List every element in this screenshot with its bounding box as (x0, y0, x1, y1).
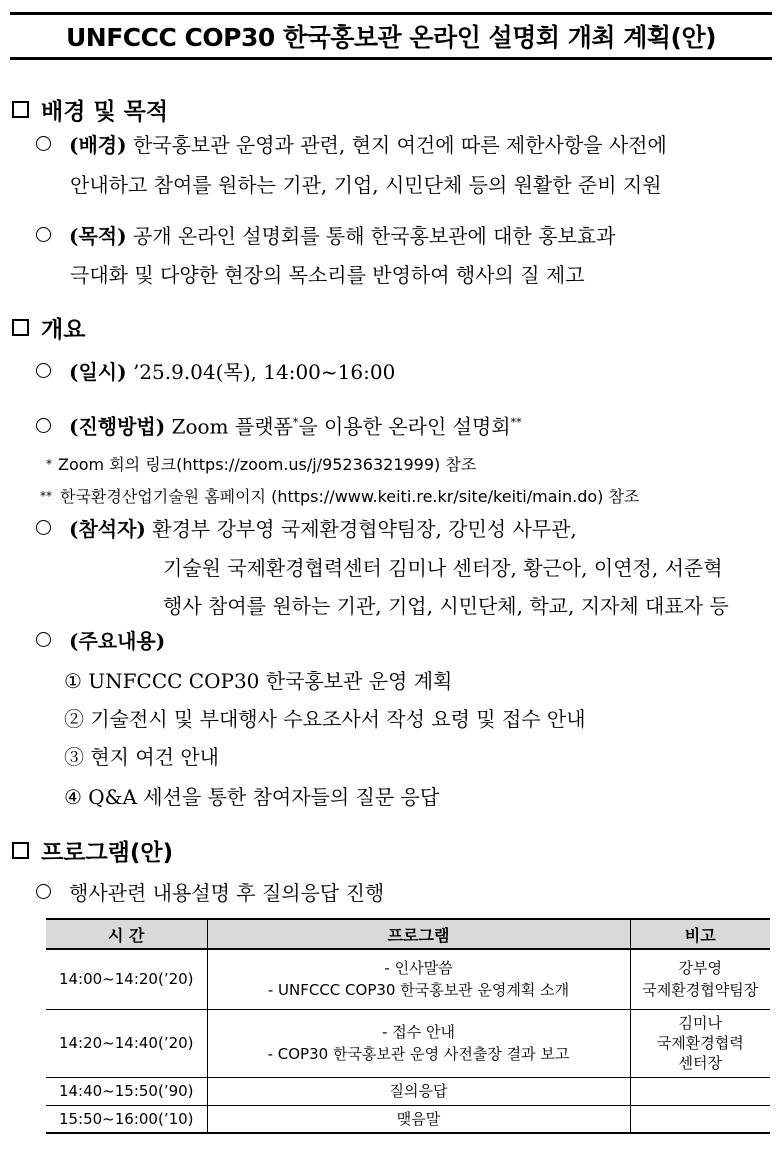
item-text: 을 이용한 온라인 설명회 (298, 414, 511, 439)
program-cell: 질의응답 (207, 1077, 630, 1105)
footnote-text: 한국환경산업기술원 홈페이지 (https://www.keiti.re.kr/site/keiti/main.do) 참조 (60, 487, 640, 506)
footnote-text: Zoom 회의 링크(https://zoom.us/j/95236321999) 참조 (58, 455, 477, 474)
table-row (46, 1009, 770, 1077)
footnote-mark: * (46, 457, 52, 471)
method-line (36, 410, 522, 440)
attendees-line-2: 기술원 국제환경협력센터 김미나 센터장, 황근아, 이연정, 서준혁 (163, 556, 723, 580)
footnote-mark: ** (40, 489, 52, 503)
program-line: - COP30 한국홍보관 운영 사전출장 결과 보고 (267, 1045, 570, 1063)
purpose-line-1 (36, 223, 615, 249)
note-line: 강부영 (678, 959, 722, 978)
section-title: 프로그램(안) (41, 840, 174, 866)
item-text: ’25.9.04(목), 14:00~16:00 (132, 360, 396, 384)
program-cell (207, 949, 630, 1009)
time-cell: 14:20~14:40(’20) (46, 1009, 207, 1077)
footnote-mark: ** (510, 416, 522, 429)
program-line: - 접수 안내 (382, 1023, 455, 1041)
table-row (46, 1077, 770, 1105)
datetime-line (36, 359, 395, 385)
footnote-homepage (40, 484, 639, 507)
item-label: (목적) (69, 224, 127, 248)
circle-bullet-icon (36, 136, 51, 151)
table-header-row (46, 919, 770, 949)
table-row (46, 1105, 770, 1133)
section-heading-background (12, 93, 168, 126)
table-row (46, 949, 770, 1009)
program-cell: 맺음말 (207, 1105, 630, 1133)
section-title: 개요 (41, 317, 86, 343)
program-line: - 인사말씀 (384, 959, 453, 978)
item-label: (참석자) (69, 517, 146, 541)
note-line: 국제환경협약팀장 (642, 981, 759, 1000)
background-line-1 (36, 132, 667, 158)
item-label: (진행방법) (69, 414, 166, 439)
note-line: 김미나 (678, 1014, 722, 1032)
footnote-mark: * (292, 416, 299, 429)
note-line: 국제환경협력 (656, 1034, 744, 1052)
title-box (10, 12, 772, 60)
note-cell (630, 949, 770, 1009)
column-header-note: 비고 (630, 919, 770, 949)
circle-bullet-icon (36, 632, 51, 647)
footnote-zoom (46, 452, 476, 475)
attendees-line-1 (36, 516, 577, 542)
program-line: - UNFCCC COP30 한국홍보관 운영계획 소개 (267, 981, 570, 1000)
section-heading-program (12, 834, 173, 867)
item-text: 환경부 강부영 국제환경협약팀장, 강민성 사무관, (152, 517, 577, 541)
item-label: (주요내용) (69, 629, 166, 653)
contents-item: ③ 현지 여건 안내 (64, 745, 219, 769)
time-cell: 14:40~15:50(’90) (46, 1077, 207, 1105)
note-cell (630, 1077, 770, 1105)
item-text: 공개 온라인 설명회를 통해 한국홍보관에 대한 홍보효과 (132, 224, 616, 248)
note-line: 센터장 (678, 1054, 722, 1072)
contents-item: ④ Q&A 세션을 통한 참여자들의 질문 응답 (64, 785, 440, 809)
contents-item: ① UNFCCC COP30 한국홍보관 운영 계획 (64, 669, 453, 693)
circle-bullet-icon (36, 227, 51, 242)
time-cell: 15:50~16:00(’10) (46, 1105, 207, 1133)
square-bullet-icon (12, 101, 29, 118)
background-line-2: 안내하고 참여를 원하는 기관, 기업, 시민단체 등의 원활한 준비 지원 (70, 173, 662, 197)
note-cell (630, 1105, 770, 1133)
purpose-line-2: 극대화 및 다양한 현장의 목소리를 반영하여 행사의 질 제고 (70, 263, 585, 287)
contents-heading (36, 628, 165, 654)
program-cell (207, 1009, 630, 1077)
item-text: Zoom 플랫폼 (171, 414, 293, 439)
square-bullet-icon (12, 842, 29, 859)
item-text: 한국홍보관 운영과 관련, 현지 여건에 따른 제한사항을 사전에 (132, 133, 667, 157)
circle-bullet-icon (36, 418, 51, 433)
program-intro (36, 880, 384, 906)
page-title: UNFCCC COP30 한국홍보관 온라인 설명회 개최 계획(안) (65, 23, 717, 52)
attendees-line-3: 행사 참여를 원하는 기관, 기업, 시민단체, 학교, 지자체 대표자 등 (163, 594, 729, 618)
column-header-program: 프로그램 (207, 919, 630, 949)
item-text: 행사관련 내용설명 후 질의응답 진행 (69, 881, 385, 905)
column-header-time: 시 간 (46, 919, 207, 949)
square-bullet-icon (12, 319, 29, 336)
time-cell: 14:00~14:20(’20) (46, 949, 207, 1009)
circle-bullet-icon (36, 520, 51, 535)
program-table (46, 918, 770, 1134)
contents-item: ② 기술전시 및 부대행사 수요조사서 작성 요령 및 접수 안내 (64, 707, 586, 731)
item-label: (일시) (69, 360, 127, 384)
note-cell (630, 1009, 770, 1077)
section-heading-overview (12, 311, 85, 344)
item-label: (배경) (69, 133, 127, 157)
circle-bullet-icon (36, 363, 51, 378)
circle-bullet-icon (36, 884, 51, 899)
section-title: 배경 및 목적 (41, 99, 169, 125)
